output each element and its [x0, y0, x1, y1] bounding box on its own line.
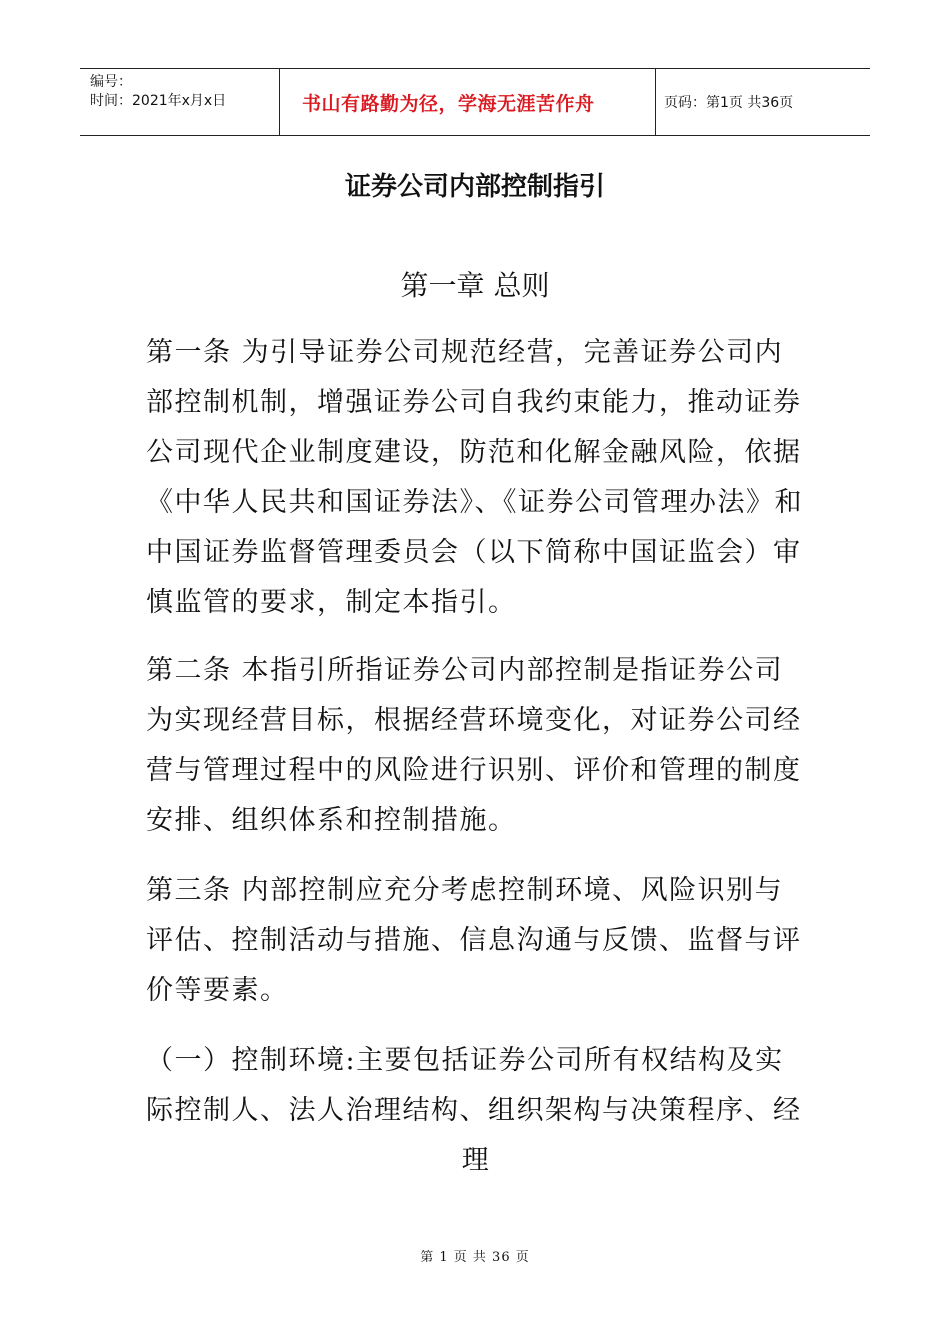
header-page-info: 页码：第1页 共36页 [664, 95, 794, 111]
article-1: 第一条 为引导证券公司规范经营，完善证券公司内部控制机制，增强证券公司自我约束能力，推动证券公司现代企业制度建设，防范和化解金融风险，依据《中华人民共和国证券法》、《证券公司管理办法》和中国证券监督管理委员会（以下简称中国证监会）审慎监管的要求，制定本指引。 [146, 337, 803, 618]
header-meta [80, 69, 280, 135]
header-motto: 书山有路勤为径，学海无涯苦作舟 [280, 69, 656, 135]
section-control-environment [146, 1036, 806, 1186]
document-time-label: 时间：2021年x月x日 [90, 93, 227, 109]
document-number-label: 编号： [90, 74, 132, 90]
page-header [80, 68, 870, 136]
section-control-environment-tail: 理 [461, 1145, 491, 1176]
article-2: 第二条 本指引所指证券公司内部控制是指证券公司为实现经营目标，根据经营环境变化，对证券公司经营与管理过程中的风险进行识别、评价和管理的制度安排、组织体系和控制措施。 [146, 655, 802, 836]
page-footer: 第 1 页 共 36 页 [420, 1250, 530, 1265]
section-control-environment-text: （一）控制环境:主要包括证券公司所有权结构及实际控制人、法人治理结构、组织架构与决策程序、经 [146, 1045, 802, 1126]
document-title: 证券公司内部控制指引 [344, 172, 605, 202]
chapter-title: 第一章 总则 [400, 269, 550, 302]
article-3: 第三条 内部控制应充分考虑控制环境、风险识别与评估、控制活动与措施、信息沟通与反馈、监督与评价等要素。 [146, 875, 802, 1006]
